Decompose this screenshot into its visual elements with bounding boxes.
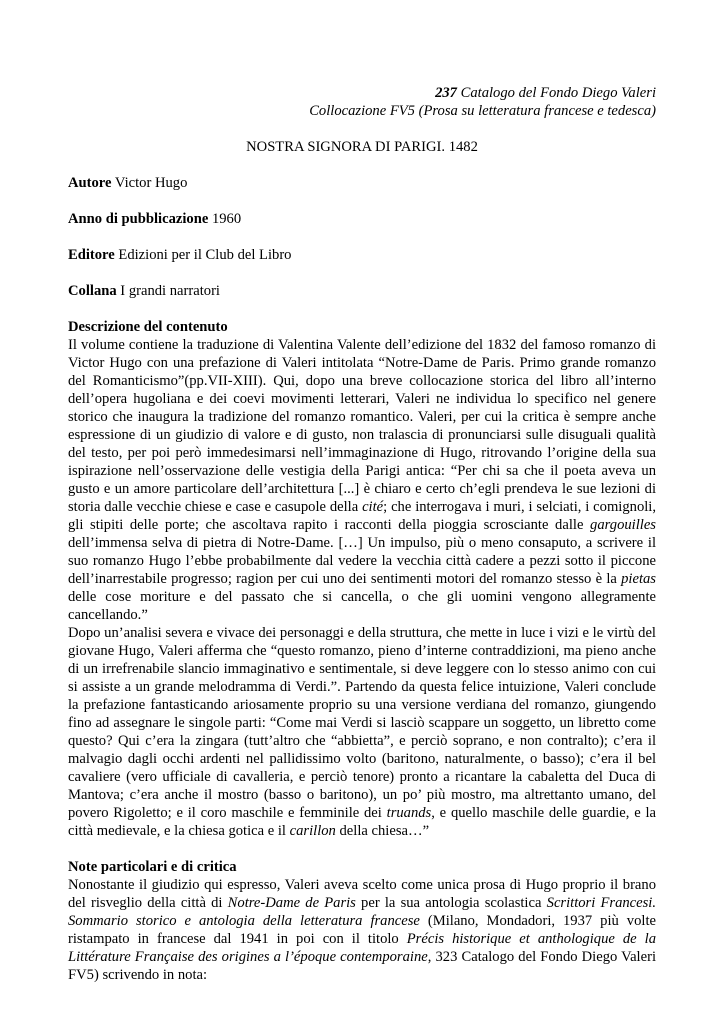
field-value: 1960 bbox=[208, 211, 242, 227]
note-heading: Note particolari e di critica bbox=[68, 859, 237, 875]
text-run: Il volume contiene la traduzione di Valentina Valente dell’edizione del 1832 del famoso romanzo di Victor Hugo con una prefazione di Valeri intitolata “Notre-Dame de Paris. Primo grande romanzo del Romanticismo”(pp.VII-XIII). Qui, dopo una breve collocazione storica del libro all’interno dell’opera hugoliana e dei coevi movimenti letterari, Valeri ne individua lo specifico nel genere storico che inaugura la tradizione del romanzo romantico. Valeri, per cui la critica è sempre anche espressione di un giudizio di valore e di gusto, non tralascia di pronunciarsi sulle disuguali qualità del testo, per poi però immedesimarsi nell’immaginazione di Hugo, ritrovando l’origine della sua ispirazione nell’osservazione delle vestigia della Parigi antica: “Per chi sa che il poeta aveva un gusto e un amore particolare dell’architettura [...] è chiaro e certo ch’egli prendeva le sue lezioni di storia dalle vecchie chiese e case e casupole della bbox=[68, 337, 656, 515]
text-run: , 323 Catalogo del Fondo Diego Valeri FV5) scrivendo in nota: bbox=[68, 949, 657, 983]
text-run: dell’immensa selva di pietra di Notre-Dame. […] Un impulso, più o meno consaputo, a scrivere il suo romanzo Hugo l’ebbe probabilmente dal vedere la vecchia città cadere a pezzi sotto il piccone dell’inarrestabile progresso; ragion per cui uno dei sentimenti motori del romanzo stesso è la bbox=[68, 535, 656, 587]
field-label: Editore bbox=[68, 247, 115, 263]
italic-run: gargouilles bbox=[590, 517, 656, 533]
field-value: I grandi narratori bbox=[116, 283, 220, 299]
field-value: Victor Hugo bbox=[111, 175, 188, 191]
italic-run: truands bbox=[386, 805, 432, 821]
descrizione-heading: Descrizione del contenuto bbox=[68, 319, 228, 335]
text-run: delle cose moriture e del passato che si cancella, o che gli uomini vengono allegramente cancellando.” bbox=[68, 589, 656, 623]
italic-run: pietas bbox=[621, 571, 656, 587]
italic-run: Notre-Dame de Paris bbox=[227, 895, 356, 911]
field-anno bbox=[68, 210, 656, 228]
note-paragraph bbox=[68, 876, 656, 984]
catalog-number: 237 bbox=[435, 85, 457, 101]
field-autore bbox=[68, 174, 656, 192]
collocation-line: Collocazione FV5 (Prosa su letteratura francese e tedesca) bbox=[309, 103, 656, 119]
catalog-header bbox=[68, 84, 656, 120]
descrizione-paragraph-2 bbox=[68, 624, 656, 840]
italic-run: carillon bbox=[289, 823, 336, 839]
italic-run: cité bbox=[362, 499, 384, 515]
catalog-line bbox=[68, 84, 656, 102]
section-gap bbox=[68, 840, 656, 858]
field-collana bbox=[68, 282, 656, 300]
text-run: Nonostante il giudizio qui espresso, Valeri aveva scelto come unica prosa di Hugo proprio il brano del risveglio della città di bbox=[68, 877, 656, 911]
text-run: ; che interrogava i muri, i selciati, i comignoli, gli stipiti delle porte; che ascoltava rapito i racconti della pioggia scrosciante dalle bbox=[68, 499, 657, 533]
catalog-text: Catalogo del Fondo Diego Valeri bbox=[456, 85, 656, 101]
text-run: della chiesa…” bbox=[335, 823, 430, 839]
field-label: Collana bbox=[68, 283, 117, 299]
field-value: Edizioni per il Club del Libro bbox=[114, 247, 292, 263]
text-run: per la sua antologia scolastica bbox=[355, 895, 547, 911]
text-run: , e quello maschile delle guardie, e la città medievale, e la chiesa gotica e il bbox=[68, 805, 656, 839]
document-title: NOSTRA SIGNORA DI PARIGI. 1482 bbox=[246, 139, 478, 155]
text-run: Dopo un’analisi severa e vivace dei personaggi e della struttura, che mette in luce i vizi e le virtù del giovane Hugo, Valeri afferma che “questo romanzo, pieno d’interne contraddizioni, ma pieno anche di un irrefrenabile slancio immaginativo e sentimentale, si deve leggere con lo stesso animo con cui si assiste a un grande melodramma di Verdi.”. Partendo da questa felice intuizione, Valeri conclude la prefazione fantasticando ariosamente proprio su una versione verdiana del romanzo, giungendo fino ad assegnare le singole parti: “Come mai Verdi si lasciò scappare un soggetto, un libretto come questo? Qui c’era la zingara (tutt’altro che “abbietta”, e perciò soprano, e non contralto); c’era il malvagio dagli occhi ardenti nel pallidissimo volto (baritono, naturalmente, o basso); c’era il bel cavaliere (vero ufficiale di cavalleria, e perciò tenore) pronto a ricantare la cabaletta del Duca di Mantova; c’era anche il mostro (basso o baritono), un po’ più mostro, ma altrettanto umano, del povero Rigoletto; e il coro maschile e femminile dei bbox=[68, 625, 656, 821]
document-page bbox=[68, 84, 656, 984]
field-label: Anno di pubblicazione bbox=[68, 211, 209, 227]
italic-run: Précis historique et anthologique de la Littérature Française des origines a l’époque contemporaine bbox=[68, 931, 657, 965]
italic-run: Scrittori Francesi. Sommario storico e antologia della letteratura francese bbox=[68, 895, 657, 929]
field-editore bbox=[68, 246, 656, 264]
descrizione-paragraph-1 bbox=[68, 336, 656, 624]
field-label: Autore bbox=[68, 175, 112, 191]
text-run: (Milano, Mondadori, 1937 più volte ristampato in francese dal 1941 in poi con il titolo bbox=[68, 913, 656, 947]
